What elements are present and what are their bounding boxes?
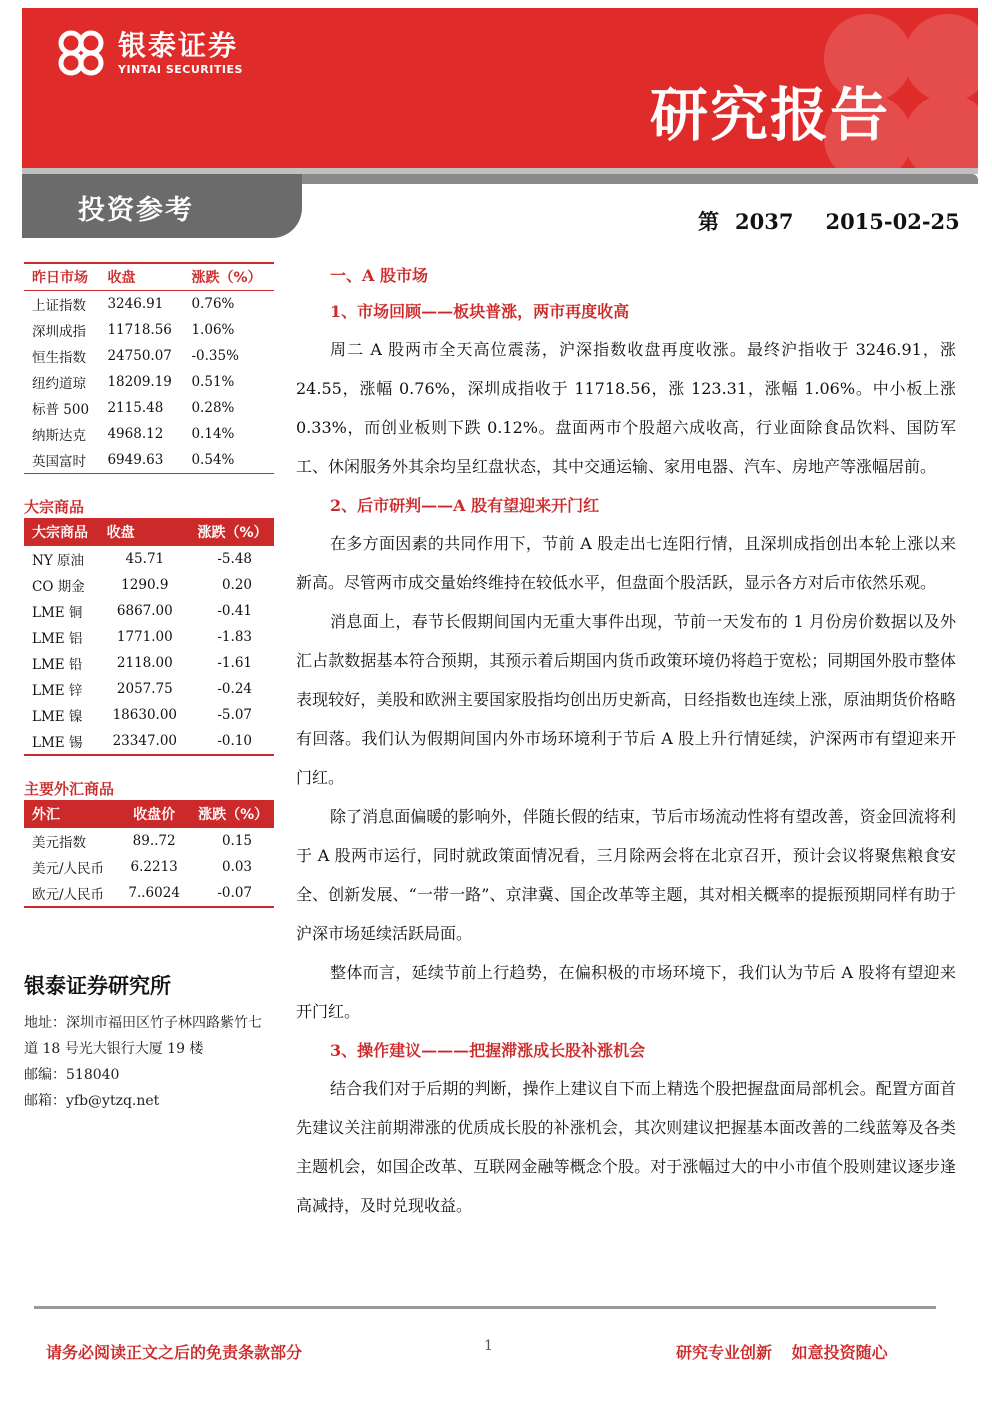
market-change: 0.51% [191,374,235,390]
brand-name-cn: 银泰证券 [118,28,239,62]
commodity-name: LME 铜 [32,605,83,621]
subheading-outlook: 2、后市研判——A 股有望迎来开门红 [330,496,600,515]
table-row [24,395,274,421]
table-row [24,854,274,880]
commodity-name: LME 锡 [32,735,83,751]
commodity-close: 1290.9 [121,577,169,593]
commodity-name: LME 铅 [32,657,83,673]
table-row [24,291,274,318]
commodity-name: CO 期金 [32,579,85,595]
table-row [24,598,274,624]
commodity-name: LME 镍 [32,709,83,725]
column-header: 涨跌（%） [183,263,274,291]
commodity-name: LME 铝 [32,631,83,647]
column-header: 涨跌（%） [197,525,268,541]
table-row [24,702,274,728]
header-banner [22,8,978,174]
paragraph-advice: 结合我们对于后期的判断，操作上建议自下而上精选个股把握盘面局部机会。配置方面首先建议关注前期滞涨的优质成长股的补涨机会，其次则建议把握基本面改善的二线蓝筹及各类主题机会，如国企改革、互联网金融等概念个股。对于涨幅过大的中小市值个股则建议逐步逢高减持，及时兑现收益。 [296,1079,956,1215]
footer-slogan: 研究专业创新 如意投资随心 [676,1343,888,1362]
paragraph-outlook-2: 消息面上，春节长假期间国内无重大事件出现，节前一天发布的 1 月份房价数据以及外汇占款数据基本符合预期，其预示着后期国内货币政策环境仍将趋于宽松；同期国外股市整体表现较好，美股和欧洲主要国家股指均创出历史新高，日经指数也连续上涨，原油期货价格略有回落。我们认为假期间国内外市场环境利于节后 A 股上升行情延续，沪深两市有望迎来开门红。 [296,612,956,787]
issue-info [698,206,960,236]
table-header-row [24,800,274,828]
table-row [24,546,274,572]
market-close: 2115.48 [107,400,164,416]
market-change: 0.54% [191,452,235,468]
footer-disclaimer: 请务必阅读正文之后的免责条款部分 [46,1343,303,1362]
column-header: 外汇 [32,807,60,823]
commodity-change: -1.61 [217,655,252,671]
commodity-change: -0.10 [217,733,252,749]
market-name: 上证指数 [32,298,86,314]
commodity-close: 2057.75 [116,681,173,697]
commodity-name: LME 锌 [32,683,83,699]
market-close: 18209.19 [107,374,172,390]
subheading-advice: 3、操作建议———把握滞涨成长股补涨机会 [330,1041,646,1060]
institute-name: 银泰证券研究所 [24,974,171,998]
market-name: 深圳成指 [32,324,86,340]
footer-divider [34,1306,936,1309]
table-row [24,728,274,755]
market-close: 6949.63 [107,452,164,468]
table-row [24,676,274,702]
column-header: 昨日市场 [24,263,99,291]
paragraph-outlook-1: 在多方面因素的共同作用下，节前 A 股走出七连阳行情，且深圳成指创出本轮上涨以来新高。尽管两市成交量始终维持在较低水平，但盘面个股活跃，显示各方对后市依然乐观。 [296,534,956,592]
forex-change: 0.15 [221,833,252,849]
sidebar [24,262,274,1114]
column-header: 收盘价 [133,807,176,823]
yintai-logo-icon [58,30,104,76]
forex-close: 89..72 [132,833,176,849]
market-table [24,262,274,474]
issue-prefix: 第 [698,209,719,234]
commodity-close: 18630.00 [112,707,178,723]
table-row [24,317,274,343]
issue-number: 2037 [735,209,794,234]
market-name: 英国富时 [32,454,86,470]
forex-close: 7..6024 [128,885,180,901]
paragraph-review: 周二 A 股两市全天高位震荡，沪深指数收盘再度收涨。最终沪指收于 3246.91，涨 24.55，涨幅 0.76%，深圳成指收于 11718.56，涨 123.31，涨幅 1.06%。中小板上涨 0.33%，而创业板则下跌 0.12%。盘面两市个股超六成收高，行业面除食品饮料、国防军工、休闲服务外其余均呈红盘状态，其中交通运输、家用电器、汽车、房地产等涨幅居前。 [296,340,956,476]
market-close: 3246.91 [107,296,164,312]
commodity-close: 1771.00 [116,629,173,645]
table-header-row [24,518,274,546]
table-row [24,369,274,395]
institute-postcode: 邮编：518040 [24,1067,120,1083]
market-close: 11718.56 [107,322,172,338]
forex-change: 0.03 [221,859,252,875]
market-close: 4968.12 [107,426,164,442]
commodity-change: -5.48 [217,551,252,567]
market-name: 纳斯达克 [32,428,86,444]
market-change: -0.35% [191,348,239,364]
forex-name: 美元/人民币 [32,861,105,877]
table-row [24,447,274,474]
table-row [24,650,274,676]
section-tab-label: 投资参考 [78,195,194,226]
brand-logo [58,30,243,76]
report-title: 研究报告 [649,81,890,149]
section-heading: 一、A 股市场 [330,266,428,285]
column-header: 收盘 [106,525,135,541]
table-header-row [24,263,274,291]
market-change: 0.28% [191,400,235,416]
table-row [24,880,274,907]
section-tab [22,174,302,238]
paragraph-outlook-4: 整体而言，延续节前上行趋势，在偏积极的市场环境下，我们认为节后 A 股将有望迎来开门红。 [296,963,956,1021]
table-row [24,572,274,598]
institute-contact [24,1010,274,1114]
market-name: 恒生指数 [32,350,86,366]
commodity-change: 0.20 [221,577,252,593]
page-number: 1 [484,1338,493,1354]
column-header: 收盘 [99,263,183,291]
commodity-change: -0.24 [217,681,252,697]
commodity-change: -1.83 [217,629,252,645]
institute-address: 地址：深圳市福田区竹子林四路紫竹七道 18 号光大银行大厦 19 楼 [24,1015,262,1057]
institute-email: 邮箱：yfb@ytzq.net [24,1093,160,1109]
commodity-name: NY 原油 [32,553,85,569]
market-change: 1.06% [191,322,235,338]
commodity-close: 6867.00 [116,603,173,619]
table-row [24,828,274,854]
column-header: 大宗商品 [32,525,88,541]
forex-title: 主要外汇商品 [24,780,115,798]
column-header: 涨跌（%） [198,807,269,823]
commodity-close: 2118.00 [116,655,173,671]
market-name: 标普 500 [32,402,90,418]
forex-change: -0.07 [217,885,252,901]
table-row [24,343,274,369]
forex-close: 6.2213 [130,859,178,875]
issue-date: 2015-02-25 [825,209,960,234]
market-close: 24750.07 [107,348,172,364]
article-body [296,256,956,1225]
forex-name: 美元指数 [32,835,86,851]
forex-name: 欧元/人民币 [32,887,105,903]
subheading-review: 1、市场回顾——板块普涨，两市再度收高 [330,302,630,321]
table-row [24,421,274,447]
table-row [24,624,274,650]
market-change: 0.76% [191,296,235,312]
commodity-change: -5.07 [217,707,252,723]
commodity-close: 23347.00 [112,733,178,749]
commodity-close: 45.71 [125,551,165,567]
forex-table [24,800,274,908]
market-name: 纽约道琼 [32,376,86,392]
commodities-table [24,518,274,756]
brand-name-en: YINTAI SECURITIES [118,62,243,76]
commodities-title: 大宗商品 [24,498,85,516]
commodity-change: -0.41 [217,603,252,619]
paragraph-outlook-3: 除了消息面偏暖的影响外，伴随长假的结束，节后市场流动性将有望改善，资金回流将利于 A 股两市运行，同时就政策面情况看，三月除两会将在北京召开，预计会议将聚焦粮食安全、创新发展、“一带一路”、京津冀、国企改革等主题，其对相关概率的提振预期同样有助于沪深市场延续活跃局面。 [296,807,956,943]
market-change: 0.14% [191,426,235,442]
